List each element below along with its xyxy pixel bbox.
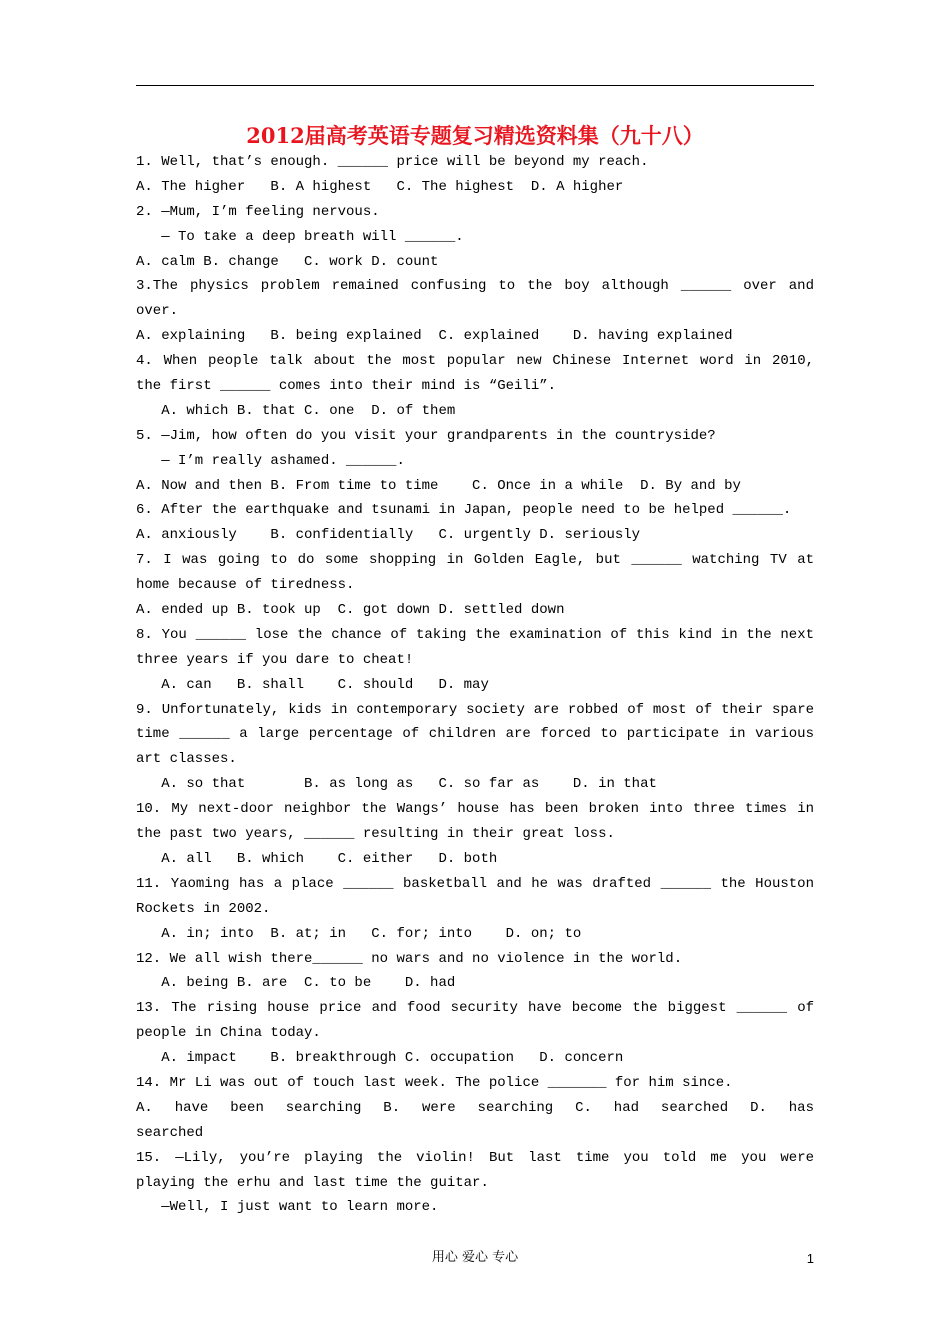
text-line: A. anxiously B. confidentially C. urgently D. seriously [136,527,641,544]
text-line: people in China today. [136,1025,321,1042]
text-line: A. calm B. change C. work D. count [136,253,439,270]
text-line: — I’m really ashamed. ______. [136,452,405,469]
footer-motto: 用心 爱心 专心 [431,1250,519,1265]
text-line: 12. We all wish there______ no wars and no violence in the world. [136,950,683,967]
text-line: A. impact B. breakthrough C. occupation D. concern [136,1050,624,1067]
text-line: Rockets in 2002. [136,900,271,917]
text-line: 5. —Jim, how often do you visit your grandparents in the countryside? [136,427,716,444]
text-line: A. so that B. as long as C. so far as D. in that [136,776,657,793]
text-line: searched [136,1124,204,1141]
text-line: over. [136,303,179,320]
question-body [136,150,814,1220]
text-line: the first ______ comes into their mind is “Geili”. [136,378,557,395]
text-line: 11. Yaoming has a place ______ basketball and he was drafted ______ the Houston [136,875,814,892]
text-line: 8. You ______ lose the chance of taking the examination of this kind in the next [136,626,814,643]
text-line: 4. When people talk about the most popular new Chinese Internet word in 2010, [136,353,814,370]
text-line: the past two years, ______ resulting in their great loss. [136,826,615,843]
text-line: A. being B. are C. to be D. had [136,975,456,992]
text-line: A. have been searching B. were searching C. had searched D. has [136,1099,814,1116]
text-line: — To take a deep breath will ______. [136,228,464,245]
text-line: 15. —Lily, you’re playing the violin! But last time you told me you were [136,1149,814,1166]
text-line: 9. Unfortunately, kids in contemporary society are robbed of most of their spare [136,701,814,718]
text-line: 10. My next-door neighbor the Wangs’ house has been broken into three times in [136,801,814,818]
text-line: 1. Well, that’s enough. ______ price will be beyond my reach. [136,154,649,170]
text-line: A. which B. that C. one D. of them [136,402,456,419]
text-line: time ______ a large percentage of children are forced to participate in various [136,726,814,743]
text-line: A. ended up B. took up C. got down D. settled down [136,602,565,619]
text-line: A. can B. shall C. should D. may [136,676,489,693]
header-rule [136,85,814,86]
document-title: 2012届高考英语专题复习精选资料集（九十八） [246,123,704,148]
text-line: A. explaining B. being explained C. explained D. having explained [136,328,733,345]
text-line: 3.The physics problem remained confusing to the boy although ______ over and [136,278,814,295]
page-number: 1 [806,1251,814,1266]
text-line: home because of tiredness. [136,577,355,594]
text-line: 6. After the earthquake and tsunami in Japan, people need to be helped ______. [136,502,792,519]
text-line: three years if you dare to cheat! [136,651,414,668]
text-line: A. all B. which C. either D. both [136,850,498,867]
text-line: A. Now and then B. From time to time C. Once in a while D. By and by [136,477,741,494]
text-line: art classes. [136,751,237,768]
text-line: A. in; into B. at; in C. for; into D. on; to [136,925,582,942]
text-line: —Well, I just want to learn more. [136,1199,439,1216]
text-line: 7. I was going to do some shopping in Golden Eagle, but ______ watching TV at [136,552,814,569]
text-line: 14. Mr Li was out of touch last week. The police _______ for him since. [136,1074,733,1091]
text-line: 13. The rising house price and food security have become the biggest ______ of [136,1000,814,1017]
text-line: playing the erhu and last time the guitar. [136,1174,489,1191]
text-line: 2. —Mum, I’m feeling nervous. [136,203,380,220]
text-line: A. The higher B. A highest C. The highest D. A higher [136,178,624,195]
